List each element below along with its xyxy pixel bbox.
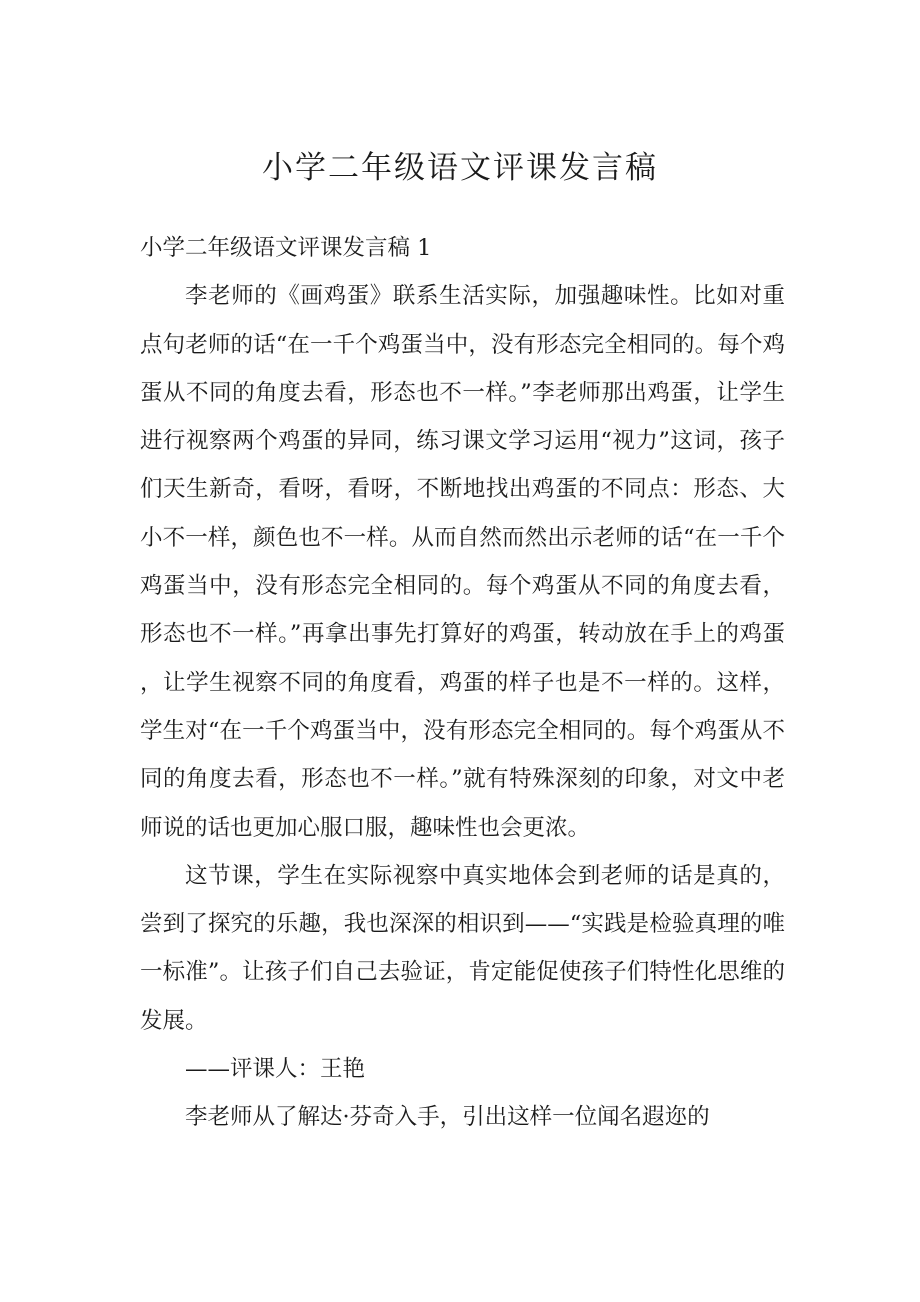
paragraph-2: 这节课，学生在实际视察中真实地体会到老师的话是真的，尝到了探究的乐趣，我也深深的相识到——“实践是检验真理的唯一标准”。让孩子们自己去验证，肯定能促使孩子们特性化思维的发展。: [140, 862, 785, 1034]
document-title: 小学二年级语文评课发言稿: [262, 150, 658, 186]
reviewer-signature: ——评课人：王艳: [185, 1056, 366, 1083]
paragraph-1: 李老师的《画鸡蛋》联系生活实际，加强趣味性。比如对重点句老师的话“在一千个鸡蛋当中，没有形态完全相同的。每个鸡蛋从不同的角度去看，形态也不一样。”李老师那出鸡蛋，让学生进行视察两个鸡蛋的异同，练习课文学习运用“视力”这词，孩子们天生新奇，看呀，看呀，不断地找出鸡蛋的不同点：形态、大小不一样，颜色也不一样。从而自然而然出示老师的话“在一千个鸡蛋当中，没有形态完全相同的。每个鸡蛋从不同的角度去看，形态也不一样。”再拿出事先打算好的鸡蛋，转动放在手上的鸡蛋，让学生视察不同的角度看，鸡蛋的样子也是不一样的。这样，学生对“在一千个鸡蛋当中，没有形态完全相同的。每个鸡蛋从不同的角度去看，形态也不一样。”就有特殊深刻的印象，对文中老师说的话也更加心服口服，趣味性也会更浓。: [140, 283, 785, 841]
document-body: [140, 224, 785, 1142]
section-heading: 小学二年级语文评课发言稿 1: [140, 235, 432, 261]
paragraph-3: 李老师从了解达·芬奇入手，引出这样一位闻名遐迩的: [185, 1104, 710, 1131]
